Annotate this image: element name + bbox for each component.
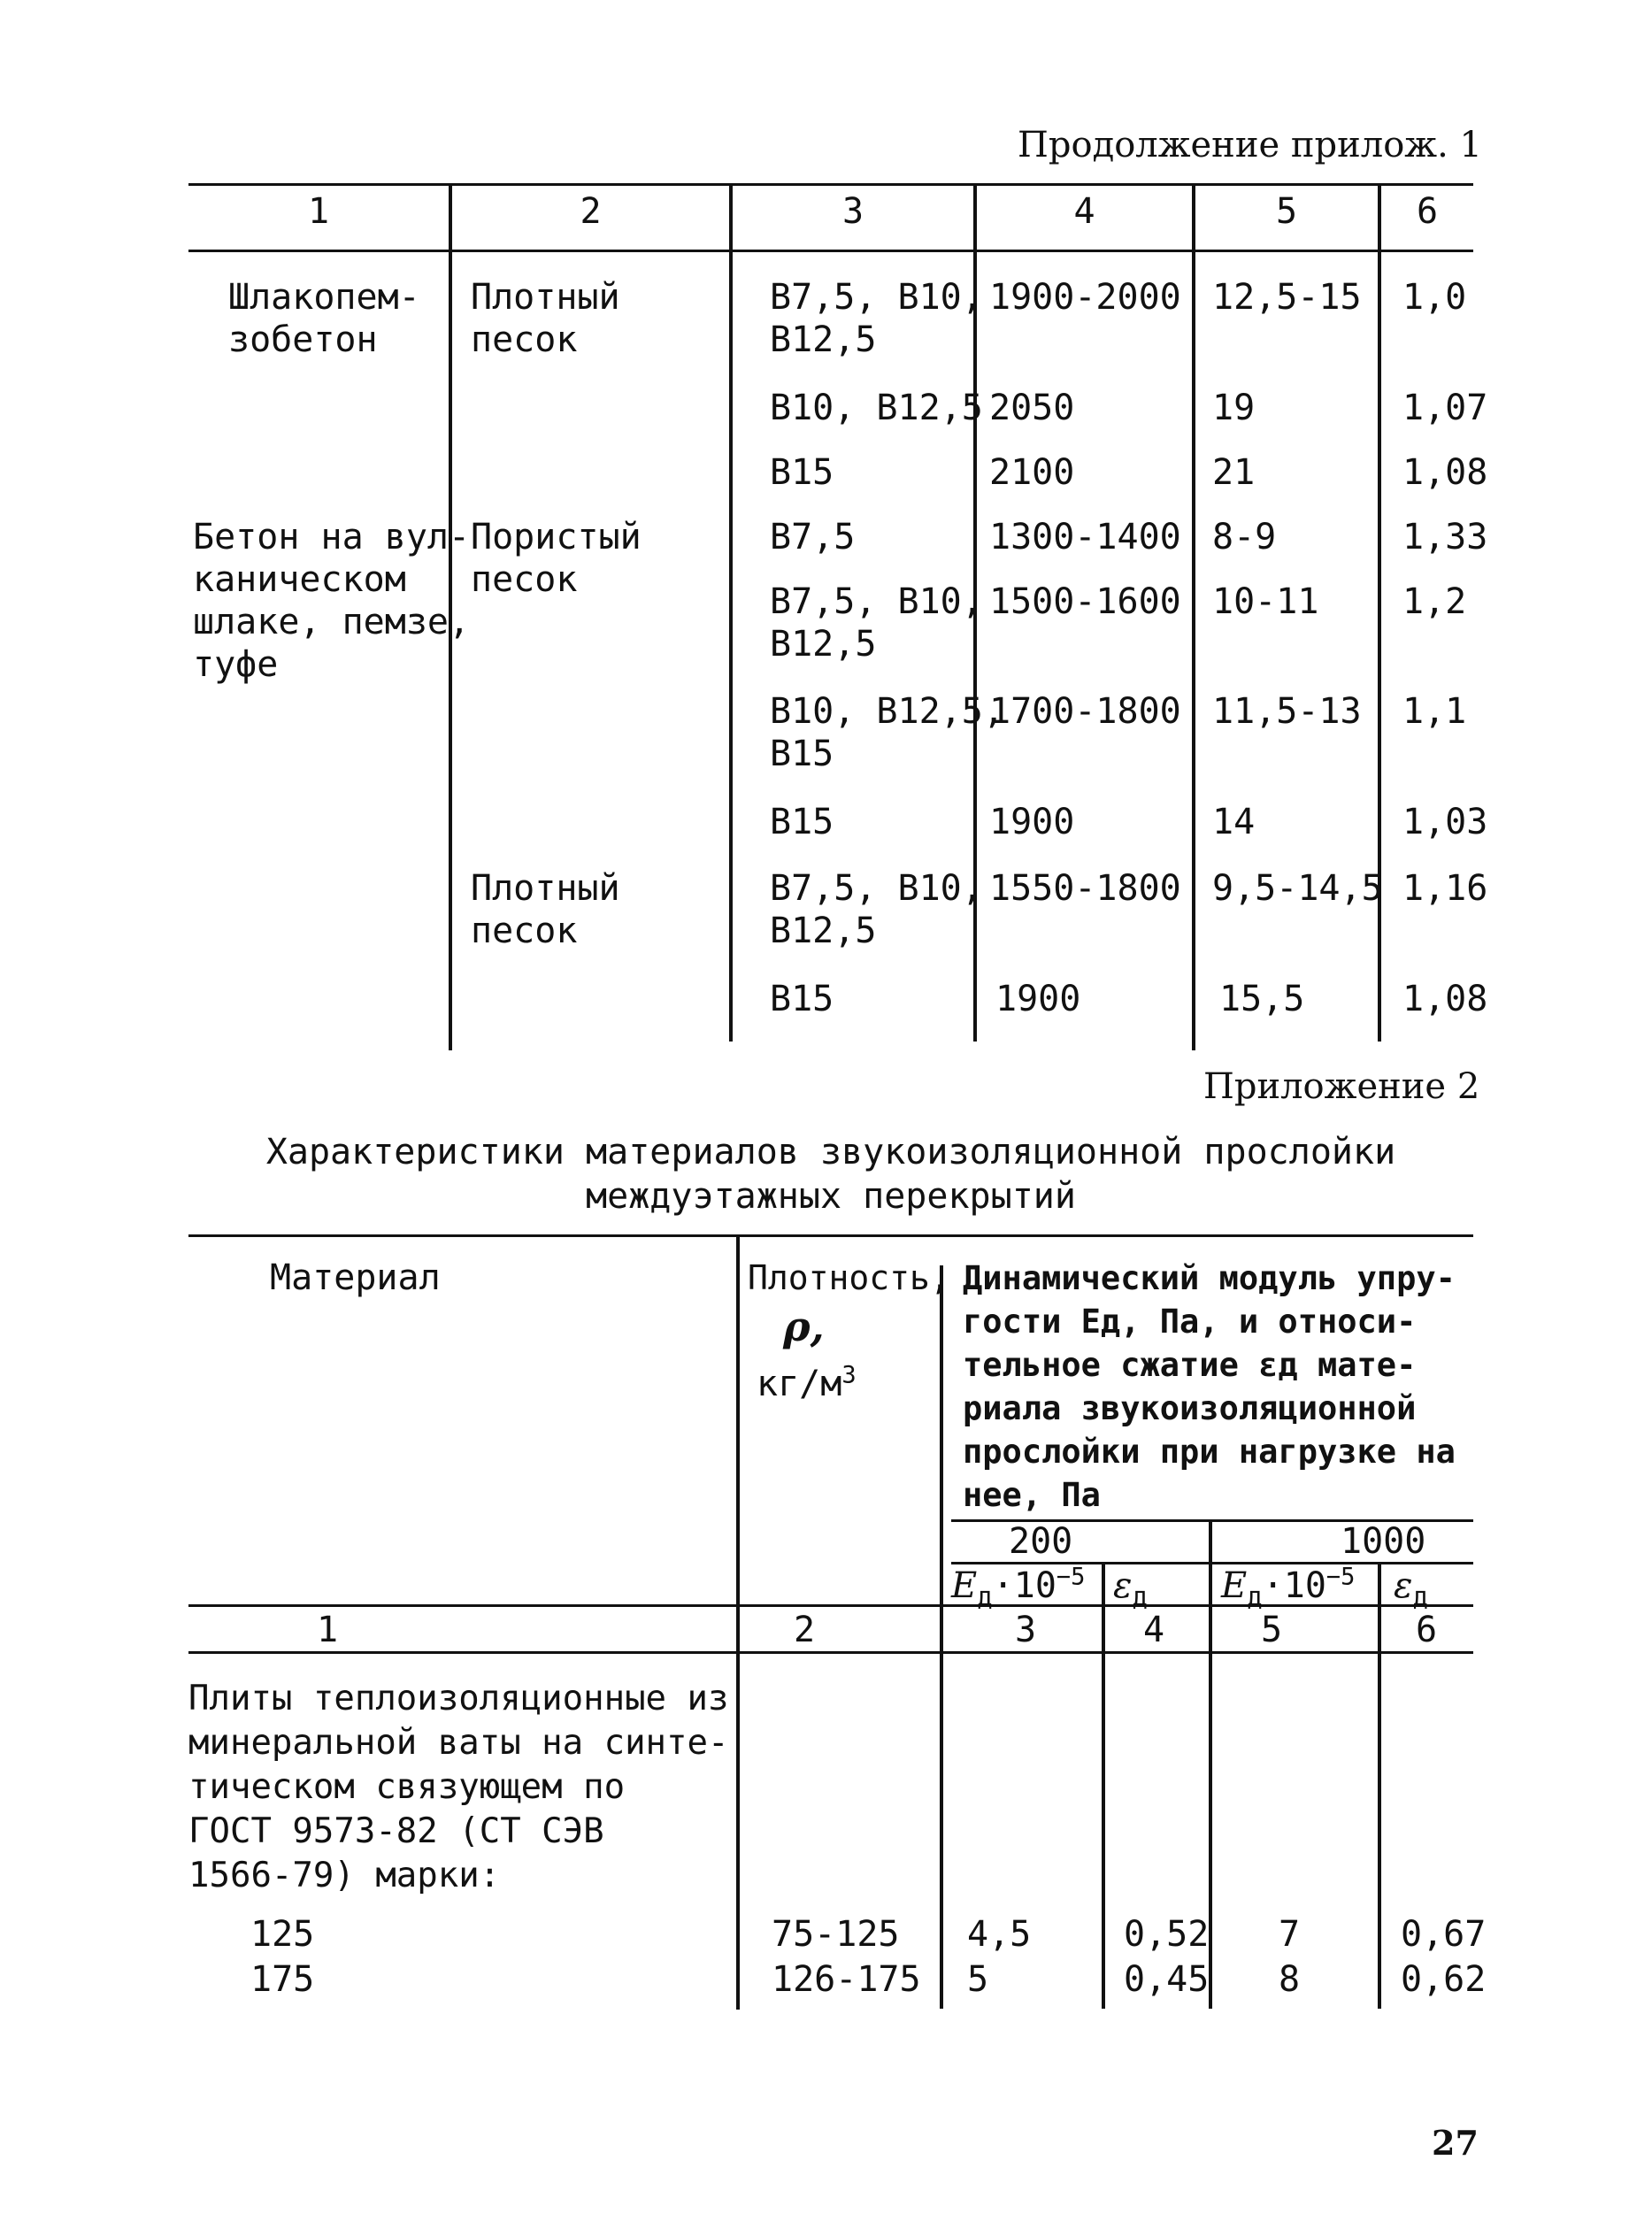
material-volcanic-concrete: Бетон на вул- каническом шлаке, пемзе, туфе xyxy=(193,517,471,685)
rho-symbol: ρ, xyxy=(783,1303,825,1350)
epsilon-subscript: д xyxy=(1412,1581,1428,1611)
concrete-class: В7,5, В10, В12,5 xyxy=(770,581,983,665)
table1-col-divider xyxy=(1378,183,1381,1042)
modulus-1000: 8 xyxy=(1279,1959,1301,2000)
epsilon-subscript: д xyxy=(1132,1581,1148,1611)
coefficient-value: 1,2 xyxy=(1402,581,1467,622)
density-value: 1300-1400 xyxy=(989,517,1181,557)
table2-numbers-rule xyxy=(188,1651,1473,1654)
strength-value: 15,5 xyxy=(1219,979,1305,1019)
density-value: 126-175 xyxy=(772,1959,921,2000)
col-number: 3 xyxy=(1015,1610,1037,1650)
strength-value: 21 xyxy=(1212,452,1256,493)
header-material: Материал xyxy=(270,1257,441,1298)
table2-top-rule xyxy=(188,1234,1473,1237)
coefficient-value: 1,0 xyxy=(1402,277,1467,318)
strength-value: 11,5-13 xyxy=(1212,691,1362,732)
density-value: 1900 xyxy=(995,979,1081,1019)
col-number: 5 xyxy=(1275,191,1298,232)
epsilon-symbol: ε xyxy=(1394,1565,1413,1606)
density-value: 1900 xyxy=(989,802,1075,842)
strength-value: 10-11 xyxy=(1212,581,1319,622)
col-number: 6 xyxy=(1416,1610,1438,1650)
concrete-class: В7,5, В10, В12,5 xyxy=(770,277,983,360)
page-number: 27 xyxy=(1432,2123,1479,2163)
modulus-200: 5 xyxy=(967,1959,989,2000)
header-density: Плотность, xyxy=(748,1258,950,1297)
grade-value: 175 xyxy=(250,1959,315,2000)
e-symbol: Е xyxy=(1221,1565,1248,1606)
coefficient-value: 1,03 xyxy=(1402,802,1488,842)
filler-dense-sand: Плотный песок xyxy=(471,868,620,951)
concrete-class: В10, В12,5 xyxy=(770,388,983,428)
coefficient-value: 1,08 xyxy=(1402,452,1488,493)
header-e-1000 xyxy=(1221,1563,1356,1611)
strength-value: 14 xyxy=(1212,802,1256,842)
appendix-label: Приложение 2 xyxy=(1203,1066,1480,1107)
coefficient-value: 1,08 xyxy=(1402,979,1488,1019)
col-number: 5 xyxy=(1261,1610,1283,1650)
density-value: 1550-1800 xyxy=(989,868,1181,909)
col-number: 4 xyxy=(1143,1610,1165,1650)
header-dynamic-modulus: Динамический модуль упру- гости Ед, Па, и относи- тельное сжатие εд мате- риала звукоизоляционной прослойки при нагрузке на нее, Па xyxy=(963,1259,1456,1514)
coefficient-value: 1,33 xyxy=(1402,517,1488,557)
strength-value: 12,5-15 xyxy=(1212,277,1362,318)
times-ten: ·10 xyxy=(992,1565,1057,1606)
load-200: 200 xyxy=(1009,1521,1073,1562)
table1-header-rule xyxy=(188,250,1473,252)
coefficient-value: 1,1 xyxy=(1402,691,1467,732)
density-value: 2100 xyxy=(989,452,1075,493)
density-value: 1900-2000 xyxy=(989,277,1181,318)
header-e-200 xyxy=(951,1563,1086,1611)
table2-col-divider xyxy=(1102,1562,1105,2009)
compression-200: 0,45 xyxy=(1124,1959,1210,2000)
concrete-class: В15 xyxy=(770,979,834,1019)
concrete-class: В10, В12,5, В15 xyxy=(770,691,1004,774)
continuation-label: Продолжение прилож. 1 xyxy=(1018,125,1482,165)
concrete-class: В7,5, В10, В12,5 xyxy=(770,868,983,951)
density-unit: кг/м xyxy=(757,1364,842,1404)
table2-col-divider xyxy=(1209,1519,1212,2009)
exponent: −5 xyxy=(1056,1563,1086,1591)
table2-col-divider xyxy=(940,1265,943,2009)
e-subscript: д xyxy=(977,1581,993,1611)
load-1000: 1000 xyxy=(1341,1521,1426,1562)
density-value: 1700-1800 xyxy=(989,691,1181,732)
table2-col-divider xyxy=(1378,1562,1381,2009)
col-number: 3 xyxy=(841,191,864,232)
appendix-title: Характеристики материалов звукоизоляционной прослойки xyxy=(265,1132,1396,1172)
compression-200: 0,52 xyxy=(1124,1914,1210,1955)
strength-value: 9,5-14,5 xyxy=(1212,868,1383,909)
grade-value: 125 xyxy=(250,1914,315,1955)
density-unit-exponent: 3 xyxy=(841,1361,857,1389)
times-ten: ·10 xyxy=(1262,1565,1326,1606)
concrete-class: В15 xyxy=(770,802,834,842)
col-number: 2 xyxy=(794,1610,816,1650)
filler-porous-sand: Пористый песок xyxy=(471,517,642,600)
modulus-1000: 7 xyxy=(1279,1914,1301,1955)
e-symbol: Е xyxy=(951,1565,978,1606)
density-value: 2050 xyxy=(989,388,1075,428)
density-value: 1500-1600 xyxy=(989,581,1181,622)
header-eps-200 xyxy=(1113,1564,1148,1611)
appendix-title-continuation: междуэтажных перекрытий xyxy=(586,1176,1076,1217)
compression-1000: 0,62 xyxy=(1401,1959,1487,2000)
density-value: 75-125 xyxy=(772,1914,900,1955)
col-number: 1 xyxy=(307,191,330,232)
col-number: 1 xyxy=(317,1610,339,1650)
epsilon-symbol: ε xyxy=(1113,1565,1133,1606)
col-number: 2 xyxy=(580,191,602,232)
col-number: 6 xyxy=(1416,191,1439,232)
strength-value: 8-9 xyxy=(1212,517,1277,557)
table1-top-rule xyxy=(188,183,1473,186)
modulus-200: 4,5 xyxy=(967,1914,1032,1955)
e-subscript: д xyxy=(1247,1581,1263,1611)
concrete-class: В7,5 xyxy=(770,517,856,557)
concrete-class: В15 xyxy=(770,452,834,493)
coefficient-value: 1,16 xyxy=(1402,868,1488,909)
header-eps-1000 xyxy=(1394,1564,1428,1611)
exponent: −5 xyxy=(1325,1563,1356,1591)
table1-col-divider xyxy=(1192,183,1195,1050)
table2-col-divider xyxy=(736,1234,740,2010)
table1-col-divider xyxy=(729,183,733,1042)
compression-1000: 0,67 xyxy=(1401,1914,1487,1955)
material-slag-pumice: Шлакопем- зобетон xyxy=(228,277,420,360)
header-density-unit xyxy=(757,1363,857,1405)
filler-dense-sand: Плотный песок xyxy=(471,277,620,360)
coefficient-value: 1,07 xyxy=(1402,388,1488,428)
material-description: Плиты теплоизоляционные из минеральной ваты на синте- тическом связующем по ГОСТ 9573-82 (СТ СЭВ 1566-79) марки: xyxy=(188,1679,729,1895)
col-number: 4 xyxy=(1073,191,1095,232)
strength-value: 19 xyxy=(1212,388,1256,428)
